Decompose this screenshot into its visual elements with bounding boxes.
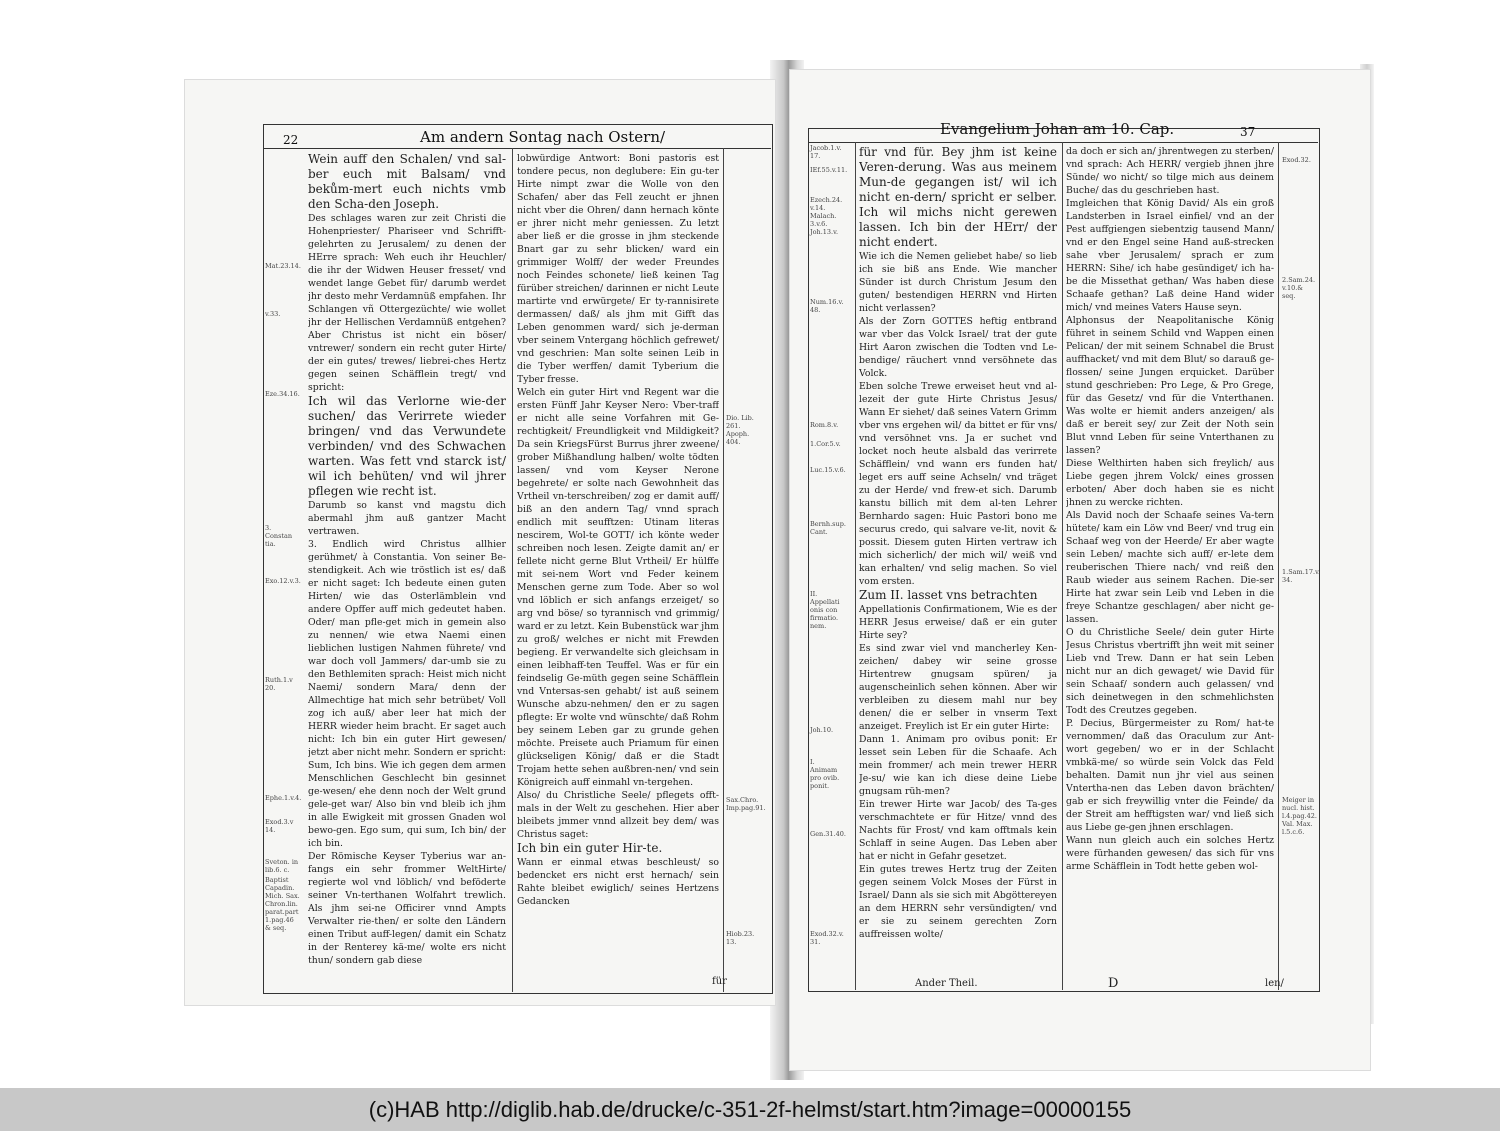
- right-column-1: [859, 145, 1057, 985]
- margin-note: Ruth.1.v 20.: [265, 676, 293, 692]
- text-paragraph: da doch er sich an/ jhrentwegen zu sterben/ vnd sprach: Ach HERR/ vergieb jhnen jhre Sünde/ wo nicht/ so tilge mich aus deinem Buche/ das du geschrieben hast.: [1066, 146, 1274, 196]
- margin-note: I. Animam pro ovib. ponit.: [810, 758, 840, 790]
- left-catchword: für: [712, 976, 727, 987]
- right-page-number: 37: [1240, 125, 1256, 139]
- margin-note: II. Appellati onis con firmatio. nem.: [810, 590, 840, 630]
- text-paragraph: Ein trewer Hirte war Jacob/ des Ta-ges verschmachtete er für Hitze/ vnnd des Nachts für Frost/ vnd kam offtmals kein Schlaff in seine Augen. Das Leben aber hat er nicht in Gefahr gesetzet.: [859, 799, 1057, 862]
- margin-note: Exod.32.v. 31.: [810, 930, 844, 946]
- right-column-2: [1066, 145, 1274, 985]
- margin-note: 1.Cor.5.v.: [810, 440, 841, 448]
- text-paragraph: P. Decius, Bürgermeister zu Rom/ hat-te vernommen/ daß das Oraculum zur Ant-wort gegeben/ wo er in der Schlacht vmbkä-me/ so würde sein Volck das Feld behalten. Damit nun jhr viel aus seinen Vntertha-nen das Leben davon brächten/ gab er sich freywillig vnter die Feinde/ da der Streit am hefftigsten war/ vnd ließ sich aus Liebe ge-gen jhnen erschlagen.: [1066, 718, 1274, 833]
- text-paragraph: Wann er einmal etwas beschleust/ so bedencket ers nicht erst hernach/ sein Rahte bleibet ewiglich/ seines Hertzens Gedancken: [517, 857, 719, 907]
- right-margin-divider: [855, 142, 856, 990]
- right-head-rule: [808, 142, 1318, 143]
- text-paragraph: Als David noch der Schaafe seines Va-tern hütete/ kam ein Löw vnd Beer/ vnd trug ein Schaaf weg von der Heerde/ Er aber wagte sein Leben/ machte sich auff/ er-lete dem reuberischen Thiere nach/ vnd reiß den Raub wieder aus seinem Rachen. Die-ser Hirte hat zwar sein Leib vnd Leben in die freye Schantze geschlagen/ aber nicht ge-lassen.: [1066, 510, 1274, 625]
- text-paragraph: für vnd für. Bey jhm ist keine Veren-derung. Was aus meinem Mun-de gegangen ist/ wil ich nicht en-dern/ spricht er selber. Ich wil michs nicht gerewen lassen. Ich bin der HErr/ der nicht endert.: [859, 145, 1057, 249]
- margin-note: Bernh.sup. Cant.: [810, 520, 846, 536]
- left-margin-divider: [723, 148, 724, 992]
- margin-note: IEf.55.v.11.: [810, 166, 848, 174]
- right-page: [790, 70, 1370, 1070]
- text-paragraph: Wein auff den Schalen/ vnd sal-ber euch mit Balsam/ vnd bekům-mert euch nichts vmb den Scha-den Joseph.: [308, 152, 506, 211]
- margin-note: Exo.12.v.3.: [265, 577, 301, 585]
- margin-note: Sveton. in lib.6. c.: [265, 858, 299, 874]
- left-column-2: [517, 152, 719, 988]
- margin-note: Baptist Capadin. Mich. Sax. Chron.lin. parat.part 1.pag.46 & seq.: [265, 876, 300, 932]
- text-paragraph: Welch ein guter Hirt vnd Regent war die ersten Fünff Jahr Keyser Nero: Vber-traff er nicht alle seine Vorfahren mit Ge-rechtigkeit/ Freundligkeit vnd Mildigkeit? Da sein KriegsFürst Burrus jhrer zweene/ grober Mißhandlung halben/ wolte tödten lassen/ vnd vom Keyser Nerone begehrete/ er solte nach Gewohnheit das Vrtheil vn-terschreiben/ zog er damit auff/ biß an den andern Tag/ vnnd sprach endlich mit seufftzen: Utinam literas nescirem, Wol-te GOTT/ ich könte weder schreiben noch lesen. Zeigte damit an/ er fellete nicht gerne Blut Vrtheil/ Er hülffe mit sei-nem Wort vnd Feder keinem Menschen gerne zum Tode. Aber so wol vnd löblich er sich anfangs erzeiget/ so arg vnd böse/ so tyrannisch vnd grimmig/ ward er zu letzt. Kein Bubenstück war jhm zu groß/ welches er nicht mit Frewden begieng. Er verwandelte sich gleichsam in einen leibhaff-ten Teuffel. Was er für ein feindselig Ge-müth gegen seine Schäfflein vnd Vntersas-sen gehabt/ ist auß seinem Wunsche abzu-nehmen/ den er zu sagen pflegte: Er wolte vnd wünschte/ daß Rohm bey seinem Leben gar zu grunde gehen möchte. Preisete auch Priamum für einen glückseligen König/ daß er die Stadt Trojam hette sehen außbren-nen/ vnd sein Königreich auff einmahl vn-tergehen.: [517, 387, 719, 788]
- text-paragraph: Ich bin ein guter Hir-te.: [517, 841, 663, 855]
- text-paragraph: Also/ du Christliche Seele/ pflegets offt-mals in der Welt zu geschehen. Hier aber bleibets jmmer vnnd allzeit bey dem/ was Christus saget:: [517, 790, 719, 840]
- left-running-head: Am andern Sontag nach Ostern/: [420, 128, 666, 146]
- text-paragraph: Wie ich die Nemen geliebet habe/ so lieb ich sie biß ans Ende. Wie mancher Sünder ist durch Christum Jesum den guten/ bestendigen HERRN vnd Hirten nicht verlassen?: [859, 251, 1057, 314]
- right-running-head: Evangelium Johan am 10. Cap.: [940, 120, 1175, 138]
- margin-note: 3. Constan tia.: [265, 524, 293, 548]
- margin-note: Exod.32.: [1282, 156, 1311, 164]
- text-paragraph: Dann 1. Animam pro ovibus ponit: Er lesset sein Leben für die Schaafe. Ach mein frommer/ ach mein trewer HERR Je-su/ wie kan ich diese deine Liebe gnugsam rüh-men?: [859, 734, 1057, 797]
- margin-note: Rom.8.v.: [810, 421, 839, 429]
- margin-note: Joh.10.: [810, 726, 834, 734]
- text-paragraph: Zum II. lasset vns betrachten: [859, 588, 1038, 602]
- margin-note: Num.16.v. 48.: [810, 298, 844, 314]
- margin-note: Meiger in nucl. hist. l.4.pag.42. Val. Max. l.5.c.6.: [1282, 796, 1317, 836]
- right-footer-note: Ander Theil.: [915, 978, 978, 989]
- margin-note: 2.Sam.24. v.10.& seq.: [1282, 276, 1316, 300]
- text-paragraph: Des schlages waren zur zeit Christi die Hohenpriester/ Phariseer vnd Schrifft-gelehrten zu Jerusalem/ zu denen der HErre sprach: Weh euch ihr Heuchler/ die ihr der Widwen Heuser fresset/ vnd wendet lange Gebet für/ darumb werdet jhr desto mehr Verdamnüß empfahen. Ihr Schlangen vñ Ottergezüchte/ wie wollet jhr der Hellischen Verdamnüß entgehen? Aber Christus ist nicht ein böser/ vntrewer/ sondern ein recht guter Hirte/ der ein gutes/ trewes/ liebrei-ches Hertz gegen seinen Schäfflein tregt/ vnd spricht:: [308, 213, 506, 393]
- margin-note: Dio. Lib. 261. Apoph. 404.: [726, 414, 754, 446]
- right-outer-divider: [1278, 142, 1279, 990]
- text-paragraph: Imgleichen that König David/ Als ein groß Landsterben in Israel einfiel/ vnd an der Pest auffgiengen siebentzig tausend Mann/ vnd er den Engel seine Hand auß-strecken sahe vber Jerusalem/ sprach er zum HERRN: Sihe/ ich habe gesündiget/ ich ha-be die Missethat gethan/ Was haben diese Schaafe gethan? Laß deine Hand wider mich/ vnd meines Vaters Hause seyn.: [1066, 198, 1274, 313]
- left-head-rule: [263, 148, 771, 149]
- text-paragraph: Als der Zorn GOTTES heftig entbrand war vber das Volck Israel/ trat der gute Hirt Aaron zwischen die Todten vnd Le-bendige/ räuchert vnnd versöhnete das Volck.: [859, 316, 1057, 379]
- text-paragraph: Eben solche Trewe erweiset heut vnd al-lezeit der gute Hirte Christus Jesus/ Wann Er siehet/ daß seines Vatern Grimm vber vns ergehen wil/ da bittet er für vns/ vnd versöhnet vns. Ja er suchet vnd locket noch heute alsbald das verirrete Schäfflein/ vnd wann ers funden hat/ leget ers auff seine Achseln/ vnd träget zu der Herde/ vnd frew-et sich. Darumb kanstu billich mit dem al-ten Lehrer Bernhardo sagen: Huic Pastori bono me securus credo, qui salvare ve-lit, novit & possit. Diesem guten Hirten vertraw ich mich sicherlich/ der mich wil/ weiß vnd kan erhalten/ vnd selig machen. So viel vom ersten.: [859, 381, 1057, 587]
- signature-mark: D: [1108, 976, 1119, 991]
- margin-note: v.33.: [265, 310, 281, 318]
- text-paragraph: Es sind zwar viel vnd mancherley Ken-zeichen/ dabey wir seine grosse Hirtentrew gnugsam spüren/ ja augenscheinlich sehen können. Aber wir verbleiben zu diesem mahl nur bey denen/ die er selber in vnserm Text anzeiget. Freylich ist Er ein guter Hirte:: [859, 643, 1057, 732]
- text-paragraph: Darumb so kanst vnd magstu dich abermahl jhm auß gantzer Macht vertrawen.: [308, 500, 506, 537]
- left-page-number: 22: [283, 133, 299, 147]
- margin-note: Jacob.1.v. 17.: [810, 144, 842, 160]
- margin-note: Mat.23.14.: [265, 262, 301, 270]
- right-catchword: len/: [1265, 978, 1284, 989]
- margin-note: Ephe.1.v.4.: [265, 794, 302, 802]
- margin-note: Luc.15.v.6.: [810, 466, 846, 474]
- text-paragraph: 3. Endlich wird Christus allhier gerühmet/ à Constantia. Von seiner Be-stendigkeit. Ach wie tröstlich ist es/ daß er nicht saget: Ich bedeute einen guten Hirten/ wie das Osterlämblein vnd andere Opffer auff mich gedeutet haben. Oder/ man pfle-get mich in gemein also zu nennen/ wie etwa Naemi einen lieblichen lustigen Nahmen führete/ vnd war doch voll Jammers/ dar-umb sie zu den Bethlemiten sprach: Heist mich nicht Naemi/ sondern Mara/ denn der Allmechtige hat mich sehr betrübet/ Voll zog ich auß/ aber leer hat mich der HERR wieder heim bracht. Er saget auch nicht: Ich bin ein guter Hirt gewesen/ jetzt aber nicht mehr. Sondern er spricht: Sum, Ich bins. Wie ich gegen dem armen Menschlichen Geschlecht bin gesinnet ge-wesen/ ehe denn noch der Welt grund gele-get war/ Also bin vnd bleib ich jhm in alle Ewigkeit mit grossen Gnaden wol bewo-gen. Ego sum, qui sum, Ich bin/ der ich bin.: [308, 539, 506, 849]
- text-paragraph: Ich wil das Verlorne wie-der suchen/ das Verirrete wieder bringen/ vnd das Verwundete verbinden/ vnd des Schwachen warten. Was fett vnd starck ist/ wil ich behüten/ vnd wil jhrer pflegen wie recht ist.: [308, 394, 506, 498]
- text-paragraph: Alphonsus der Neapolitanische König führet in seinem Schild vnd Wappen einen Pelican/ der mit seinem Schnabel die Brust auffhacket/ vnd mit dem Blut/ so darauß ge-flossen/ seine Jungen erquicket. Darüber stund geschrieben: Pro Lege, & Pro Grege, für das Gesetz/ vnd für die Vnterthanen. Was wolte er hiemit anders anzeigen/ als daß er bereit sey/ zur Zeit der Noth sein Blut vnnd Leben für seine Vnterthanen zu lassen?: [1066, 315, 1274, 456]
- margin-note: 1.Sam.17.v. 34.: [1282, 568, 1321, 584]
- margin-note: Gen.31.40.: [810, 830, 846, 838]
- text-paragraph: Wann nun gleich auch ein solches Hertz were fürhanden gewesen/ das sich für vns arme Schäfflein in Todt hette geben wol-: [1066, 835, 1274, 872]
- margin-note: Ezech.24. v.14. Malach. 3.v.6. Joh.13.v.: [810, 196, 843, 236]
- margin-note: Hiob.23. 13.: [726, 930, 755, 946]
- margin-note: Eze.34.16.: [265, 390, 300, 398]
- text-paragraph: lobwürdige Antwort: Boni pastoris est tondere pecus, non deglubere: Ein gu-ter Hirte nimpt zwar die Wolle von den Schafen/ aber das Fell zeucht er jhnen nicht vber die Ohren/ dann hernach könte er jhrer nicht mehr geniessen. Zu letzt aber ließ er die grosse in jhm steckende Bnart gar zu sehr blicken/ ward ein grimmiger Wolff/ der weder Freundes noch Feindes schonete/ ließ keinen Tag fürüber streichen/ darinnen er nicht Leute martirte vnd erwürgete/ Er ty-rannisirete dermassen/ daß/ als jhm mit Gifft das Leben genommen ward/ sich je-derman vber seinem Vntergang höchlich gefrewet/ vnd geschrien: Man solte seinen Leib in die Tyber werffen/ damit Tyberium die Tyber fresse.: [517, 153, 719, 385]
- margin-note: Sax.Chro. Imp.pag.91.: [726, 796, 766, 812]
- text-paragraph: O du Christliche Seele/ dein guter Hirte Jesus Christus vbertrifft jhn weit mit seiner Lieb vnd Trew. Dann er hat sein Leben nicht nur an dich gewaget/ wie David für sein Schaaf/ sondern auch gelassen/ vnd sich deinetwegen in den schmehlichsten Todt des Creutzes gegeben.: [1066, 627, 1274, 716]
- image-source-caption: (c)HAB http://diglib.hab.de/drucke/c-351-2f-helmst/start.htm?image=00000155: [368, 1096, 1132, 1122]
- caption-bar: [0, 1088, 1500, 1131]
- text-paragraph: Appellationis Confirmationem, Wie es der HERR Jesus erweise/ daß er ein guter Hirte sey?: [859, 604, 1057, 641]
- left-column-divider: [512, 148, 513, 992]
- left-column-1: [308, 152, 506, 988]
- text-paragraph: Ein gutes trewes Hertz trug der Zeiten gegen seinem Volck Moses der Fürst in Israel/ Dann als sie sich mit Abgöttereyen an dem HERRN sehr versündigten/ vnd er sie zu seinem gerechten Zorn auffreissen wolte/: [859, 864, 1057, 940]
- text-paragraph: Diese Welthirten haben sich freylich/ aus Liebe gegen jhrem Volck/ eines grossen erboten/ Aber doch haben sie es nicht jhnen zu wercke richten.: [1066, 458, 1274, 508]
- left-page: [185, 80, 775, 1005]
- margin-note: Exod.3.v 14.: [265, 818, 294, 834]
- right-column-divider: [1062, 142, 1063, 990]
- text-paragraph: Der Römische Keyser Tyberius war an-fangs ein sehr frommer WeltHirte/ regierte wol vnd löblich/ vnd beföderte seiner Vn-terthanen Wolfahrt trewlich. Als jhm sei-ne Officirer vnnd Ampts Verwalter rie-then/ er solte den Ländern einen Tribut auff-legen/ damit ein Schatz in der Renterey kä-me/ wolte ers nicht thun/ sondern gab diese: [308, 851, 506, 966]
